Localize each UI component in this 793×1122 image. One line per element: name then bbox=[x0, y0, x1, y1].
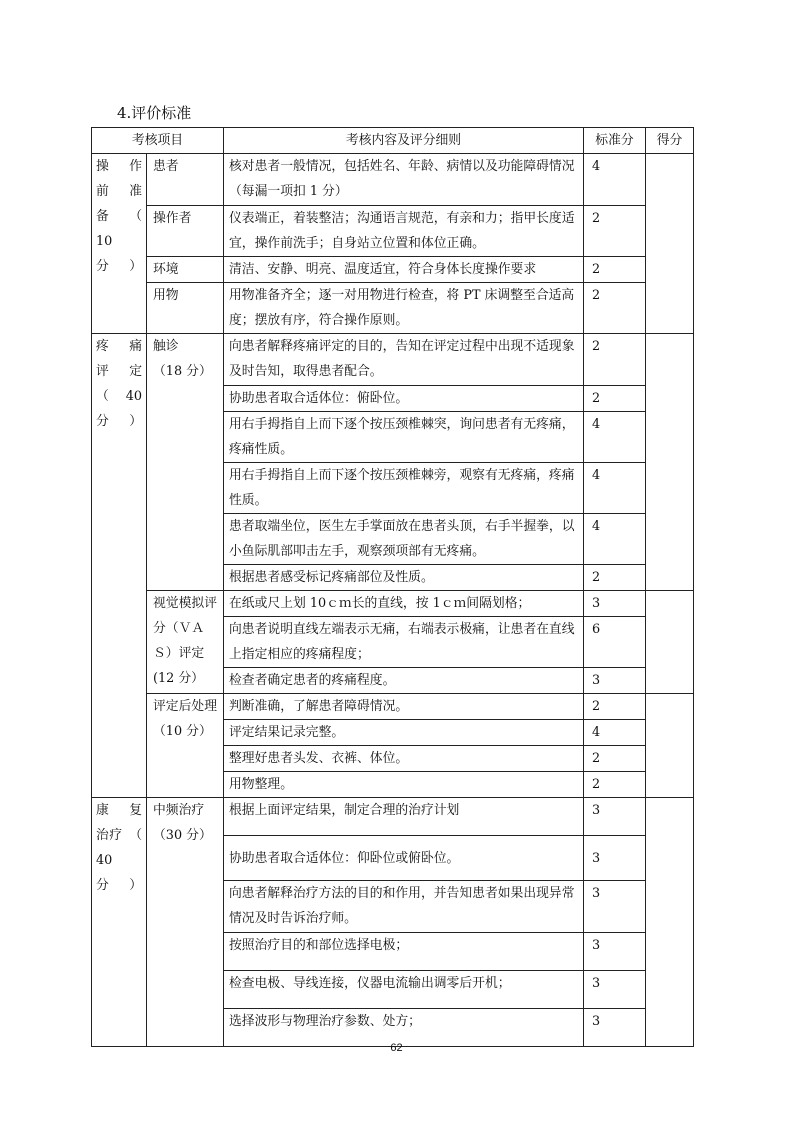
category-rehab-treatment: 康 复 治疗 （ 40 分） bbox=[92, 798, 147, 1047]
content-cell: 用右手拇指自上而下逐个按压颈椎棘旁，观察有无疼痛，疼痛性质。 bbox=[224, 463, 584, 514]
standard-score: 3 bbox=[584, 798, 646, 836]
content-cell: 用物整理。 bbox=[224, 772, 584, 798]
sub-item: 患者 bbox=[147, 154, 224, 206]
page-number: 62 bbox=[390, 1042, 403, 1054]
evaluation-table bbox=[91, 127, 694, 1047]
table-row bbox=[92, 154, 694, 206]
sub-item: 环境 bbox=[147, 257, 224, 283]
section-title: 4.评价标准 bbox=[117, 104, 192, 122]
standard-score: 2 bbox=[584, 746, 646, 772]
standard-score: 2 bbox=[584, 694, 646, 720]
standard-score: 4 bbox=[584, 412, 646, 463]
obtained-score[interactable] bbox=[646, 798, 694, 1047]
standard-score: 2 bbox=[584, 772, 646, 798]
header-content: 考核内容及评分细则 bbox=[224, 128, 584, 154]
content-cell: 向患者说明直线左端表示无痛，右端表示极痛，让患者在直线上指定相应的疼痛程度； bbox=[224, 617, 584, 668]
obtained-score[interactable] bbox=[646, 694, 694, 798]
content-cell: 评定结果记录完整。 bbox=[224, 720, 584, 746]
standard-score: 3 bbox=[584, 591, 646, 617]
content-cell: 选择波形与物理治疗参数、处方； bbox=[224, 1009, 584, 1047]
standard-score: 2 bbox=[584, 257, 646, 283]
header-score: 得分 bbox=[646, 128, 694, 154]
standard-score: 3 bbox=[584, 1009, 646, 1047]
content-cell: 向患者解释疼痛评定的目的，告知在评定过程中出现不适现象及时告知，取得患者配合。 bbox=[224, 334, 584, 386]
standard-score: 4 bbox=[584, 154, 646, 206]
content-cell: 按照治疗目的和部位选择电极； bbox=[224, 933, 584, 971]
content-cell: 在纸或尺上划 10ｃｍ长的直线，按 1ｃｍ间隔划格； bbox=[224, 591, 584, 617]
header-row bbox=[92, 128, 694, 154]
content-cell: 检查电极、导线连接，仪器电流输出调零后开机； bbox=[224, 971, 584, 1009]
content-cell: 核对患者一般情况，包括姓名、年龄、病情以及功能障碍情况（每漏一项扣 1 分） bbox=[224, 154, 584, 206]
standard-score: 3 bbox=[584, 836, 646, 881]
header-item: 考核项目 bbox=[92, 128, 224, 154]
header-standard: 标准分 bbox=[584, 128, 646, 154]
table-row bbox=[92, 283, 694, 334]
content-cell: 判断准确，了解患者障碍情况。 bbox=[224, 694, 584, 720]
standard-score: 3 bbox=[584, 668, 646, 694]
standard-score: 3 bbox=[584, 971, 646, 1009]
table-row bbox=[92, 591, 694, 617]
standard-score: 3 bbox=[584, 933, 646, 971]
standard-score: 2 bbox=[584, 386, 646, 412]
obtained-score[interactable] bbox=[646, 591, 694, 694]
content-cell: 用右手拇指自上而下逐个按压颈椎棘突，询问患者有无疼痛，疼痛性质。 bbox=[224, 412, 584, 463]
content-cell: 患者取端坐位，医生左手掌面放在患者头顶，右手半握拳，以小鱼际肌部叩击左手，观察颈项部有无疼痛。 bbox=[224, 514, 584, 565]
standard-score: 4 bbox=[584, 720, 646, 746]
standard-score: 2 bbox=[584, 283, 646, 334]
content-cell: 根据上面评定结果，制定合理的治疗计划 bbox=[224, 798, 584, 836]
obtained-score[interactable] bbox=[646, 154, 694, 334]
standard-score: 6 bbox=[584, 617, 646, 668]
obtained-score[interactable] bbox=[646, 334, 694, 591]
content-cell: 清洁、安静、明亮、温度适宜，符合身体长度操作要求 bbox=[224, 257, 584, 283]
sub-item-palpation: 触诊 （18 分） bbox=[147, 334, 224, 591]
table-row bbox=[92, 206, 694, 257]
content-cell: 检查者确定患者的疼痛程度。 bbox=[224, 668, 584, 694]
category-preparation: 操 作 前 准 备 （ 10 分） bbox=[92, 154, 147, 334]
sub-item-vas: 视觉模拟评分（ＶＡＳ）评定(12 分） bbox=[147, 591, 224, 694]
content-cell: 用物准备齐全；逐一对用物进行检查，将 PT 床调整至合适高度；摆放有序，符合操作原则。 bbox=[224, 283, 584, 334]
content-cell: 协助患者取合适体位：俯卧位。 bbox=[224, 386, 584, 412]
content-cell: 仪表端正，着装整洁；沟通语言规范，有亲和力；指甲长度适宜，操作前洗手；自身站立位置和体位正确。 bbox=[224, 206, 584, 257]
content-cell: 协助患者取合适体位：仰卧位或俯卧位。 bbox=[224, 836, 584, 881]
sub-item: 用物 bbox=[147, 283, 224, 334]
standard-score: 2 bbox=[584, 206, 646, 257]
standard-score: 2 bbox=[584, 334, 646, 386]
table-row bbox=[92, 334, 694, 386]
sub-item: 操作者 bbox=[147, 206, 224, 257]
category-pain-assessment: 疼 痛 评 定 （ 40 分） bbox=[92, 334, 147, 798]
content-cell: 根据患者感受标记疼痛部位及性质。 bbox=[224, 565, 584, 591]
table-row bbox=[92, 798, 694, 836]
sub-item-mid-frequency: 中频治疗 （30 分） bbox=[147, 798, 224, 1047]
standard-score: 4 bbox=[584, 514, 646, 565]
content-cell: 整理好患者头发、衣裤、体位。 bbox=[224, 746, 584, 772]
standard-score: 3 bbox=[584, 881, 646, 933]
content-cell: 向患者解释治疗方法的目的和作用，并告知患者如果出现异常情况及时告诉治疗师。 bbox=[224, 881, 584, 933]
standard-score: 2 bbox=[584, 565, 646, 591]
standard-score: 4 bbox=[584, 463, 646, 514]
table-row bbox=[92, 694, 694, 720]
table-row bbox=[92, 257, 694, 283]
sub-item-post-processing: 评定后处理 （10 分） bbox=[147, 694, 224, 798]
